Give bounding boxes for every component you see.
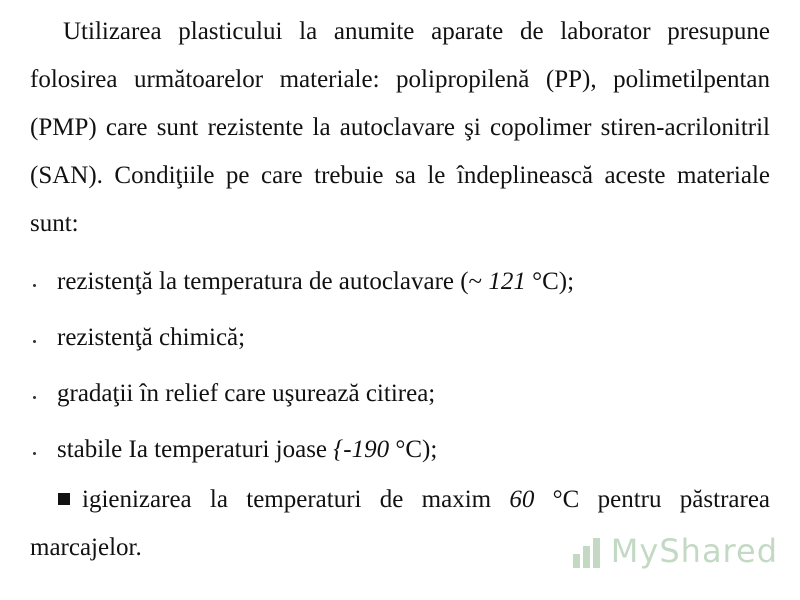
list-item: [30, 422, 770, 478]
intro-paragraph: Utilizarea plasticului la anumite aparate de laborator presupune folosirea următoarelor materiale: polipropilenă (PP), polimetilpentan (PMP) care sunt rezistente la autoclavare şi copolimer stiren-acrilonitril (SAN). Condiţiile pe care trebuie sa le îndeplinească aceste materiale sunt:: [30, 18, 770, 237]
requirements-list: [30, 254, 770, 478]
note-paragraph: igienizarea la temperaturi de maxim 60 °C pentru păstrarea marcajelor.: [30, 486, 771, 561]
list-item-text: gradaţii în relief care uşurează citirea;: [57, 380, 436, 407]
list-item-text: rezistenţă la temperatura de autoclavare (~ 121 °C);: [57, 268, 575, 295]
bullet-dot-icon: [33, 396, 36, 399]
list-item: [30, 254, 770, 310]
bullet-dot-icon: [33, 284, 36, 287]
square-bullet-icon: [58, 493, 70, 505]
list-item: [30, 310, 770, 366]
bullet-dot-icon: [33, 452, 36, 455]
bullet-dot-icon: [33, 340, 36, 343]
watermark-text: MyShared: [610, 532, 778, 570]
list-item-text: rezistenţă chimică;: [57, 324, 246, 351]
document-page: [30, 8, 770, 574]
list-item-text: stabile Ia temperaturi joase {-190 °C);: [57, 436, 438, 463]
list-item: [30, 366, 770, 422]
